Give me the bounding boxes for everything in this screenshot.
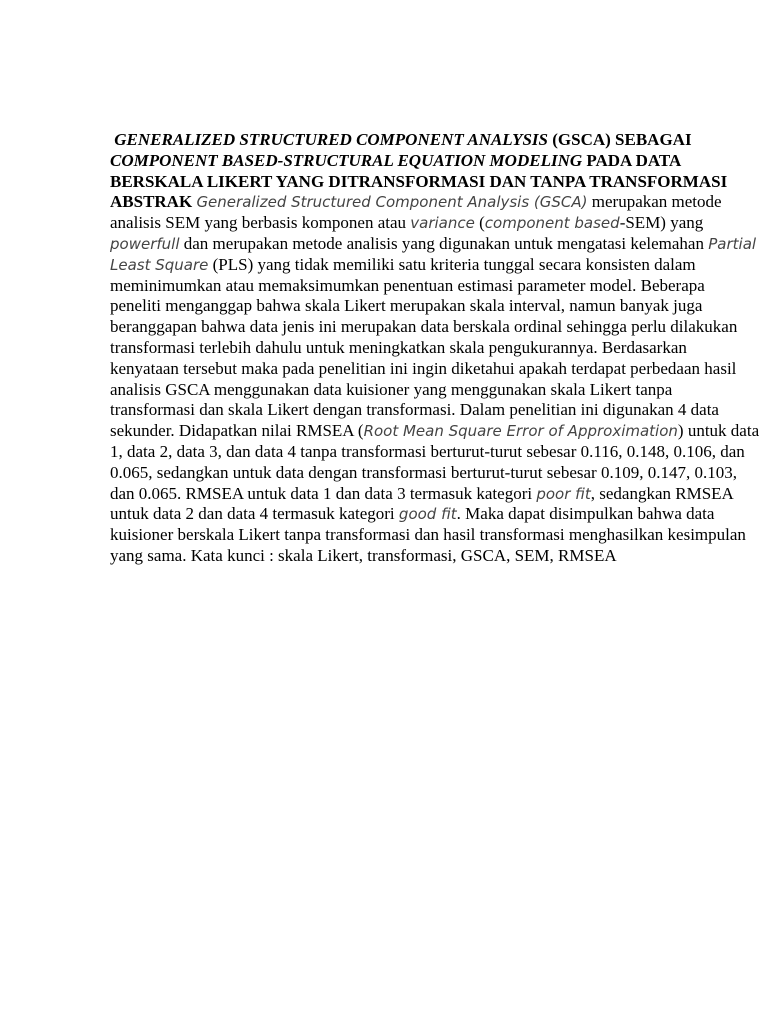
abstract-term-powerfull: powerfull	[110, 234, 180, 253]
title-part-2: (GSCA) SEBAGAI	[547, 130, 692, 149]
abstract-text-14: , sedangkan RMSEA untuk data 2 dan data 4 termasuk kategori	[110, 483, 733, 524]
abstract-text-4: (	[474, 213, 485, 233]
abstract-term-good-fit: good fit	[398, 505, 457, 524]
title-part-3: COMPONENT BASED-STRUCTURAL EQUATION MODELING	[110, 150, 583, 170]
abstract-text-block	[110, 130, 760, 567]
title-part-4: PADA DATA BERSKALA LIKERT YANG DITRANSFORMASI DAN TANPA TRANSFORMASI ABSTRAK	[110, 150, 728, 212]
abstract-text-6: -SEM) yang	[619, 213, 704, 233]
abstract-term-rmsea: Root Mean Square Error of Approximation	[363, 422, 678, 441]
title-part-1: GENERALIZED STRUCTURED COMPONENT ANALYSIS	[114, 130, 548, 149]
abstract-text-10: (PLS) yang tidak memiliki satu kriteria tunggal secara konsisten dalam meminimumkan atau memaksimumkan penentuan estimasi parameter model. Beberapa peneliti menganggap bahwa skala Likert merupakan skala interval, namun banyak juga beranggapan bahwa data jenis ini merupakan data berskala ordinal sehingga perlu dilakukan transformasi terlebih dahulu untuk meningkatkan skala pengukurannya. Berdasarkan kenyataan tersebut maka pada penelitian ini ingin diketahui apakah terdapat perbedaan hasil analisis GSCA menggunakan data kuisioner yang menggunakan skala Likert tanpa transformasi dan skala Likert dengan transformasi. Dalam penelitian ini digunakan 4 data sekunder. Didapatkan nilai RMSEA (	[110, 254, 738, 441]
abstract-term-gsca: Generalized Structured Component Analysis (GSCA)	[196, 193, 588, 212]
abstract-text-16: . Maka dapat disimpulkan bahwa data kuisioner berskala Likert tanpa transformasi dan hasil transformasi menghasilkan kesimpulan yang sama. Kata kunci : skala Likert, transformasi, GSCA, SEM, RMSEA	[110, 504, 746, 565]
abstract-term-variance: variance	[410, 214, 475, 233]
abstract-text-12: ) untuk data 1, data 2, data 3, dan data 4 tanpa transformasi berturut-turut sebesar 0.116, 0.148, 0.106, dan 0.065, sedangkan untuk data dengan transformasi berturut-turut sebesar 0.109, 0.147, 0.103, dan 0.065. RMSEA untuk data 1 dan data 3 termasuk kategori	[110, 421, 760, 503]
abstract-term-component-based: component based	[484, 214, 620, 233]
abstract-term-poor-fit: poor fit	[536, 484, 591, 503]
abstract-text-8: dan merupakan metode analisis yang digunakan untuk mengatasi kelemahan	[179, 233, 709, 253]
abstract-text-2: merupakan metode analisis SEM yang berbasis komponen atau	[110, 192, 722, 233]
abstract-term-pls: Partial Least Square	[110, 234, 757, 274]
